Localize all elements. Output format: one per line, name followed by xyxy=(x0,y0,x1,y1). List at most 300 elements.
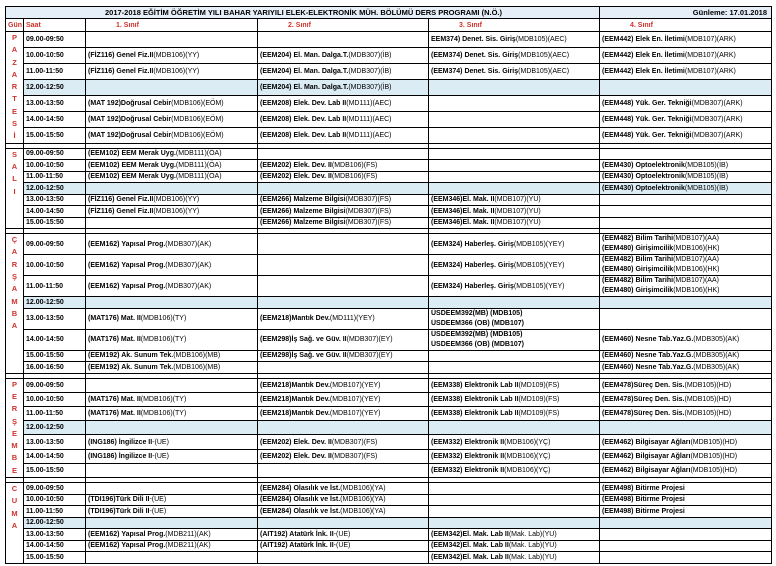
course-room: (MDB106)(EÖM) xyxy=(171,99,224,107)
day-letter: Z xyxy=(12,57,17,67)
course-cell-c1 xyxy=(86,63,258,79)
day-letter: U xyxy=(11,496,18,506)
time-slot: 09.00-09:50 xyxy=(24,483,86,495)
course-entry xyxy=(431,453,550,460)
course-entry xyxy=(260,485,386,492)
course-room: (MDB105)(HD) xyxy=(690,466,738,474)
course-cell-c4 xyxy=(600,378,772,392)
course-entry xyxy=(260,453,377,460)
course-cell-c3 xyxy=(429,552,600,564)
course-room: (MDB105)(HD) xyxy=(684,381,732,389)
day-letter: L xyxy=(12,174,17,184)
course-name: (EEM442) Elek En. İletimi xyxy=(602,67,685,75)
schedule-row xyxy=(6,329,772,350)
course-room: (MDB307)(FS) xyxy=(345,207,392,215)
day-letter: R xyxy=(11,82,18,92)
course-entry xyxy=(431,68,569,75)
course-cell-c2 xyxy=(258,160,429,172)
time-slot: 09.00-09:50 xyxy=(24,148,86,160)
course-entry xyxy=(602,410,731,417)
course-name: (EEM338) Elektronik Lab II xyxy=(431,410,519,418)
day-letter: İ xyxy=(13,131,16,141)
course-name: (AIT192) Atatürk İnk. II xyxy=(260,530,334,538)
course-room: (MDB307)(EY) xyxy=(346,352,393,360)
course-cell-c1 xyxy=(86,206,258,218)
course-name: (FİZ116) Genel Fiz.II xyxy=(88,51,154,59)
course-name: (EEM460) Nesne Tab.Yaz.G. xyxy=(602,363,694,371)
course-cell-c2 xyxy=(258,217,429,229)
schedule-row xyxy=(6,47,772,63)
course-entry xyxy=(88,496,166,503)
course-name: (MAT 192)Doğrusal Cebir xyxy=(88,99,172,107)
schedule-row xyxy=(6,506,772,518)
day-letter: B xyxy=(11,308,18,318)
time-slot: 13.00-13:50 xyxy=(24,308,86,329)
course-name: (EEM498) Bitirme Projesi xyxy=(602,507,685,515)
schedule-row xyxy=(6,234,772,255)
course-name: ÜSDEEM366 (OB) (MDB107) xyxy=(431,340,524,348)
course-entry xyxy=(88,100,224,107)
schedule-row xyxy=(6,171,772,183)
course-cell-c4 xyxy=(600,552,772,564)
course-cell-c4 xyxy=(600,297,772,309)
course-entry xyxy=(602,265,771,275)
course-entry xyxy=(431,542,557,549)
page-title: 2017-2018 EĞİTİM ÖĞRETİM YILI BAHAR YARIYILI ELEK-ELEKTRONİK MÜH. BÖLÜMÜ DERS PROGRAMI (N.Ö.) xyxy=(6,7,600,19)
course-entry xyxy=(431,208,541,215)
course-name: (FİZ116) Genel Fiz.II xyxy=(88,207,154,215)
course-cell-c4 xyxy=(600,79,772,95)
course-cell-c4 xyxy=(600,171,772,183)
course-cell-c2 xyxy=(258,483,429,495)
course-cell-c4 xyxy=(600,148,772,160)
day-letter: M xyxy=(11,441,18,451)
schedule-row xyxy=(6,183,772,195)
course-cell-c1 xyxy=(86,350,258,362)
schedule-row xyxy=(6,160,772,172)
day-letter: A xyxy=(11,284,18,294)
time-slot: 14.00-14:50 xyxy=(24,206,86,218)
course-entry xyxy=(602,396,731,403)
course-name: (EEM218)Mantık Dev. xyxy=(260,381,330,389)
course-cell-c4 xyxy=(600,350,772,362)
course-name: (EEM338) Elektronik Lab II xyxy=(431,381,519,389)
course-cell-c2 xyxy=(258,392,429,406)
time-slot: 15.00-15:50 xyxy=(24,217,86,229)
course-room: (Mak. Lab)(YU) xyxy=(508,530,557,538)
course-cell-c1 xyxy=(86,183,258,195)
course-name: (MAT176) Mat. II xyxy=(88,395,141,403)
time-slot: 15.00-15:50 xyxy=(24,463,86,477)
course-name: (EEM266) Malzeme Bilgisi xyxy=(260,196,346,204)
course-room: -(UE) xyxy=(152,438,169,446)
course-name: (EEM284) Olasılık ve İst. xyxy=(260,507,341,515)
time-slot: 12.00-12:50 xyxy=(24,79,86,95)
course-name: (MAT176) Mat. II xyxy=(88,336,141,344)
schedule-row xyxy=(6,308,772,329)
course-cell-c3 xyxy=(429,276,600,297)
course-name: (EEM342)El. Mak. Lab II xyxy=(431,530,509,538)
course-entry xyxy=(431,241,564,248)
course-entry xyxy=(431,196,541,203)
day-letter: A xyxy=(11,161,18,171)
course-cell-c4 xyxy=(600,194,772,206)
course-room: (MDB307)(AK) xyxy=(165,240,212,248)
course-name: (EEM202) Elek. Dev. II xyxy=(260,173,332,181)
day-letter: E xyxy=(11,428,17,438)
course-cell-c4 xyxy=(600,517,772,529)
time-slot: 10.00-10:50 xyxy=(24,494,86,506)
course-entry xyxy=(431,262,564,269)
course-entry xyxy=(260,439,377,446)
course-room: (MDB111)(ÖA) xyxy=(175,161,222,169)
course-cell-c2 xyxy=(258,350,429,362)
course-room: (MDB111)(ÖA) xyxy=(175,150,222,158)
course-cell-c1 xyxy=(86,494,258,506)
course-cell-c1 xyxy=(86,308,258,329)
course-room: (MDB106)(TY) xyxy=(140,315,187,323)
course-name: (EEM462) Bilgisayar Ağları xyxy=(602,466,691,474)
time-slot: 13.00-13:50 xyxy=(24,529,86,541)
course-entry xyxy=(431,309,599,319)
course-entry xyxy=(602,185,728,192)
course-cell-c2 xyxy=(258,421,429,435)
course-entry xyxy=(88,531,211,538)
course-name: (EEM482) Bilim Tarihi xyxy=(602,235,674,243)
course-room: (MDB307)(ARK) xyxy=(691,131,743,139)
course-cell-c3 xyxy=(429,79,600,95)
course-cell-c4 xyxy=(600,308,772,329)
course-name: (MAT176) Mat. II xyxy=(88,410,141,418)
course-name: (EEM204) El. Man. Dalga.T. xyxy=(260,67,349,75)
time-slot: 09.00-09:50 xyxy=(24,234,86,255)
course-room: (MDB105)(YEY) xyxy=(513,261,565,269)
course-room: (MDB307)(İB) xyxy=(348,51,392,59)
course-cell-c2 xyxy=(258,378,429,392)
course-name: ÜSDEEM366 (OB) (MDB107) xyxy=(431,319,524,327)
course-name: (EEM346)El. Mak. II xyxy=(431,207,495,215)
course-room: (MDB307)(İB) xyxy=(348,83,392,91)
day-letter: P xyxy=(11,379,17,389)
course-cell-c2 xyxy=(258,506,429,518)
schedule-row xyxy=(6,407,772,421)
course-cell-c1 xyxy=(86,79,258,95)
course-entry xyxy=(88,352,220,359)
course-room: (MDB307)(FS) xyxy=(331,452,378,460)
course-cell-c3 xyxy=(429,32,600,48)
course-cell-c3 xyxy=(429,463,600,477)
day-letter: A xyxy=(11,69,18,79)
course-cell-c1 xyxy=(86,160,258,172)
course-name: (EEM208) Elek. Dev. Lab II xyxy=(260,115,347,123)
day-letter: E xyxy=(11,391,17,401)
course-cell-c2 xyxy=(258,435,429,449)
course-name: (EEM202) Elek. Dev. II xyxy=(260,452,332,460)
course-room: (MDB107)(AA) xyxy=(673,235,719,243)
time-slot: 16.00-16:50 xyxy=(24,362,86,374)
course-entry xyxy=(431,382,559,389)
time-slot: 11.00-11:50 xyxy=(24,63,86,79)
course-name: (MAT176) Mat. II xyxy=(88,315,141,323)
course-entry xyxy=(260,410,380,417)
course-name: ÜSDEEM392(MB) (MDB105) xyxy=(431,330,523,338)
time-slot: 12.00-12:50 xyxy=(24,297,86,309)
course-cell-c1 xyxy=(86,392,258,406)
course-entry xyxy=(602,453,737,460)
course-cell-c4 xyxy=(600,392,772,406)
day-letter: M xyxy=(11,296,18,306)
course-room: (MDB307)(FS) xyxy=(345,196,392,204)
course-cell-c2 xyxy=(258,95,429,111)
course-room: (MDB107)(ARK) xyxy=(684,35,736,43)
course-entry xyxy=(602,116,743,123)
schedule-row xyxy=(6,435,772,449)
course-room: (MDB105)(HD) xyxy=(690,452,738,460)
course-name: (EEM482) Bilim Tarihi xyxy=(602,277,674,285)
course-entry xyxy=(602,382,731,389)
time-slot: 10.00-10:50 xyxy=(24,160,86,172)
course-cell-c1 xyxy=(86,111,258,127)
course-cell-c3 xyxy=(429,194,600,206)
course-room: (MDB106)(HK) xyxy=(673,266,720,274)
course-name: (EEM346)El. Mak. II xyxy=(431,219,495,227)
course-entry xyxy=(431,554,557,561)
course-cell-c1 xyxy=(86,540,258,552)
course-cell-c2 xyxy=(258,171,429,183)
course-cell-c1 xyxy=(86,234,258,255)
course-room: (MDB106)(YÇ) xyxy=(504,438,551,446)
schedule-container xyxy=(5,6,771,564)
course-name: (EEM480) Girişimcilik xyxy=(602,266,674,274)
course-name: (EEM324) Haberleş. Giriş xyxy=(431,261,514,269)
time-slot: 11.00-11:50 xyxy=(24,407,86,421)
course-cell-c1 xyxy=(86,329,258,350)
course-entry xyxy=(260,208,391,215)
course-name: (EEM430) Optoelektronik xyxy=(602,173,685,181)
course-entry xyxy=(602,496,685,503)
course-name: (TDI196)Türk Dili II xyxy=(88,507,150,515)
course-name: (EEM218)Mantık Dev. xyxy=(260,315,330,323)
course-name: (EEM342)El. Mak. Lab II xyxy=(431,553,509,561)
course-entry xyxy=(88,439,169,446)
course-entry xyxy=(602,100,743,107)
course-name: (EEM448) Yük. Ger. Tekniği xyxy=(602,115,692,123)
course-entry xyxy=(602,276,771,286)
course-room: (MD109)(FS) xyxy=(518,410,560,418)
course-cell-c4 xyxy=(600,463,772,477)
course-entry xyxy=(88,132,224,139)
course-cell-c3 xyxy=(429,449,600,463)
course-name: (EEM202) Elek. Dev. II xyxy=(260,438,332,446)
course-room: (MDB106)(HK) xyxy=(673,245,720,253)
course-room: (MDB106)(FS) xyxy=(331,161,378,169)
day-letter: I xyxy=(13,186,16,196)
course-entry xyxy=(88,508,166,515)
course-room: (MDB105)(AEC) xyxy=(515,35,567,43)
course-entry xyxy=(260,52,392,59)
course-entry xyxy=(260,219,391,226)
course-name: (EEM430) Optoelektronik xyxy=(602,161,685,169)
time-slot: 12.00-12:50 xyxy=(24,517,86,529)
course-name: (EEM442) Elek En. İletimi xyxy=(602,51,685,59)
time-slot: 15.00-15:50 xyxy=(24,350,86,362)
course-entry xyxy=(431,531,557,538)
course-name: (EEM430) Optoelektronik xyxy=(602,184,685,192)
course-room: (MDB105)(İB) xyxy=(684,173,729,181)
course-name: (TDI196)Türk Dili II xyxy=(88,496,150,504)
course-room: (MDB305)(AK) xyxy=(693,363,740,371)
course-cell-c3 xyxy=(429,255,600,276)
course-cell-c2 xyxy=(258,111,429,127)
course-name: (EEM448) Yük. Ger. Tekniği xyxy=(602,131,692,139)
course-cell-c2 xyxy=(258,127,429,143)
course-cell-c2 xyxy=(258,407,429,421)
schedule-row xyxy=(6,95,772,111)
day-letter: M xyxy=(11,508,18,518)
course-cell-c4 xyxy=(600,529,772,541)
course-cell-c3 xyxy=(429,206,600,218)
course-room: (MD111)(AEC) xyxy=(346,115,392,123)
course-name: (EEM498) Bitirme Projesi xyxy=(602,484,685,492)
course-room: (MDB107)(AA) xyxy=(673,277,719,285)
time-slot: 14.00-14:50 xyxy=(24,449,86,463)
schedule-body xyxy=(6,7,772,564)
course-cell-c1 xyxy=(86,552,258,564)
course-cell-c3 xyxy=(429,234,600,255)
course-room: (MDB107)(ARK) xyxy=(684,67,736,75)
course-entry xyxy=(260,132,392,139)
course-name: (EEM192) Ak. Sunum Tek. xyxy=(88,352,174,360)
time-slot: 09.00-09:50 xyxy=(24,378,86,392)
course-cell-c3 xyxy=(429,483,600,495)
course-name: (EEM162) Yapısal Prog. xyxy=(88,240,166,248)
course-cell-c4 xyxy=(600,206,772,218)
course-name: (EEM162) Yapısal Prog. xyxy=(88,542,166,550)
course-cell-c3 xyxy=(429,421,600,435)
course-room: (MDB106)(EÖM) xyxy=(171,131,224,139)
course-room: (MDB106)(TY) xyxy=(140,410,187,418)
course-room: (MDB107)(YEY) xyxy=(329,410,381,418)
course-name: (EEM324) Haberleş. Giriş xyxy=(431,282,514,290)
course-entry xyxy=(88,52,199,59)
course-cell-c2 xyxy=(258,79,429,95)
course-entry xyxy=(431,36,567,43)
course-cell-c1 xyxy=(86,407,258,421)
course-entry xyxy=(260,84,392,91)
course-cell-c2 xyxy=(258,297,429,309)
course-cell-c1 xyxy=(86,529,258,541)
course-cell-c3 xyxy=(429,95,600,111)
course-name: (EEM480) Girişimcilik xyxy=(602,245,674,253)
course-entry xyxy=(88,542,211,549)
schedule-row xyxy=(6,255,772,276)
course-cell-c3 xyxy=(429,529,600,541)
course-entry xyxy=(260,100,392,107)
course-room: (MDB105)(YEY) xyxy=(513,240,565,248)
course-cell-c1 xyxy=(86,449,258,463)
course-cell-c4 xyxy=(600,255,772,276)
course-entry xyxy=(431,410,559,417)
course-name: (EEM298)İş Sağ. ve Güv. II xyxy=(260,352,347,360)
course-name: (EEM324) Haberleş. Giriş xyxy=(431,240,514,248)
course-cell-c4 xyxy=(600,329,772,350)
course-cell-c1 xyxy=(86,32,258,48)
course-room: (MDB107)(YU) xyxy=(494,207,541,215)
course-name: (EEM462) Bilgisayar Ağları xyxy=(602,438,691,446)
schedule-table xyxy=(5,6,772,564)
course-room: (MDB105)(İB) xyxy=(684,161,729,169)
course-entry xyxy=(260,116,392,123)
course-name: (ING186) İngilizce II xyxy=(88,452,153,460)
course-room: -(UE) xyxy=(333,542,351,550)
course-cell-c2 xyxy=(258,32,429,48)
course-cell-c1 xyxy=(86,127,258,143)
course-cell-c3 xyxy=(429,378,600,392)
schedule-row xyxy=(6,63,772,79)
course-name: (EEM204) El. Man. Dalga.T. xyxy=(260,83,349,91)
course-cell-c3 xyxy=(429,329,600,350)
course-entry xyxy=(602,364,739,371)
course-entry xyxy=(260,508,386,515)
col-header-class-1: 1. Sınıf xyxy=(86,19,258,32)
day-letter: R xyxy=(11,259,18,269)
schedule-row xyxy=(6,392,772,406)
course-room: (MDB105)(HD) xyxy=(690,438,738,446)
course-entry xyxy=(88,283,211,290)
course-entry xyxy=(260,382,380,389)
col-header-class-4: 4. Sınıf xyxy=(600,19,772,32)
course-cell-c2 xyxy=(258,449,429,463)
course-name: (EEM208) Elek. Dev. Lab II xyxy=(260,131,347,139)
course-cell-c2 xyxy=(258,63,429,79)
course-entry xyxy=(88,68,199,75)
schedule-row xyxy=(6,552,772,564)
course-room: (MDB106)(YA) xyxy=(340,496,386,504)
course-entry xyxy=(602,439,737,446)
course-entry xyxy=(260,531,350,538)
course-name: (MAT 192)Doğrusal Cebir xyxy=(88,131,172,139)
course-name: (MAT 192)Doğrusal Cebir xyxy=(88,115,172,123)
course-cell-c2 xyxy=(258,494,429,506)
course-cell-c3 xyxy=(429,517,600,529)
course-cell-c1 xyxy=(86,483,258,495)
course-entry xyxy=(88,173,222,180)
course-entry xyxy=(602,68,736,75)
course-cell-c2 xyxy=(258,517,429,529)
course-room: (Mak. Lab)(YU) xyxy=(508,542,557,550)
course-cell-c1 xyxy=(86,378,258,392)
course-cell-c1 xyxy=(86,171,258,183)
day-letter: Ç xyxy=(11,235,18,245)
schedule-row xyxy=(6,449,772,463)
course-name: (EEM298)İş Sağ. ve Güv. II xyxy=(260,336,347,344)
day-label xyxy=(6,148,24,229)
course-cell-c1 xyxy=(86,194,258,206)
schedule-row xyxy=(6,148,772,160)
update-date: Günleme: 17.01.2018 xyxy=(600,7,772,19)
course-room: (MDB106)(YY) xyxy=(153,51,200,59)
course-room: (MDB105)(AEC) xyxy=(518,51,570,59)
course-name: (EEM460) Nesne Tab.Yaz.G. xyxy=(602,336,694,344)
course-room: (MDB107)(YU) xyxy=(494,196,541,204)
course-name: (EEM478)Süreç Den. Sis. xyxy=(602,381,685,389)
course-entry xyxy=(431,219,541,226)
course-room: (MD111)(YEY) xyxy=(329,315,375,323)
course-entry xyxy=(260,352,393,359)
time-slot: 12.00-12:50 xyxy=(24,183,86,195)
course-cell-c1 xyxy=(86,276,258,297)
course-room: (MDB106)(YY) xyxy=(153,207,200,215)
